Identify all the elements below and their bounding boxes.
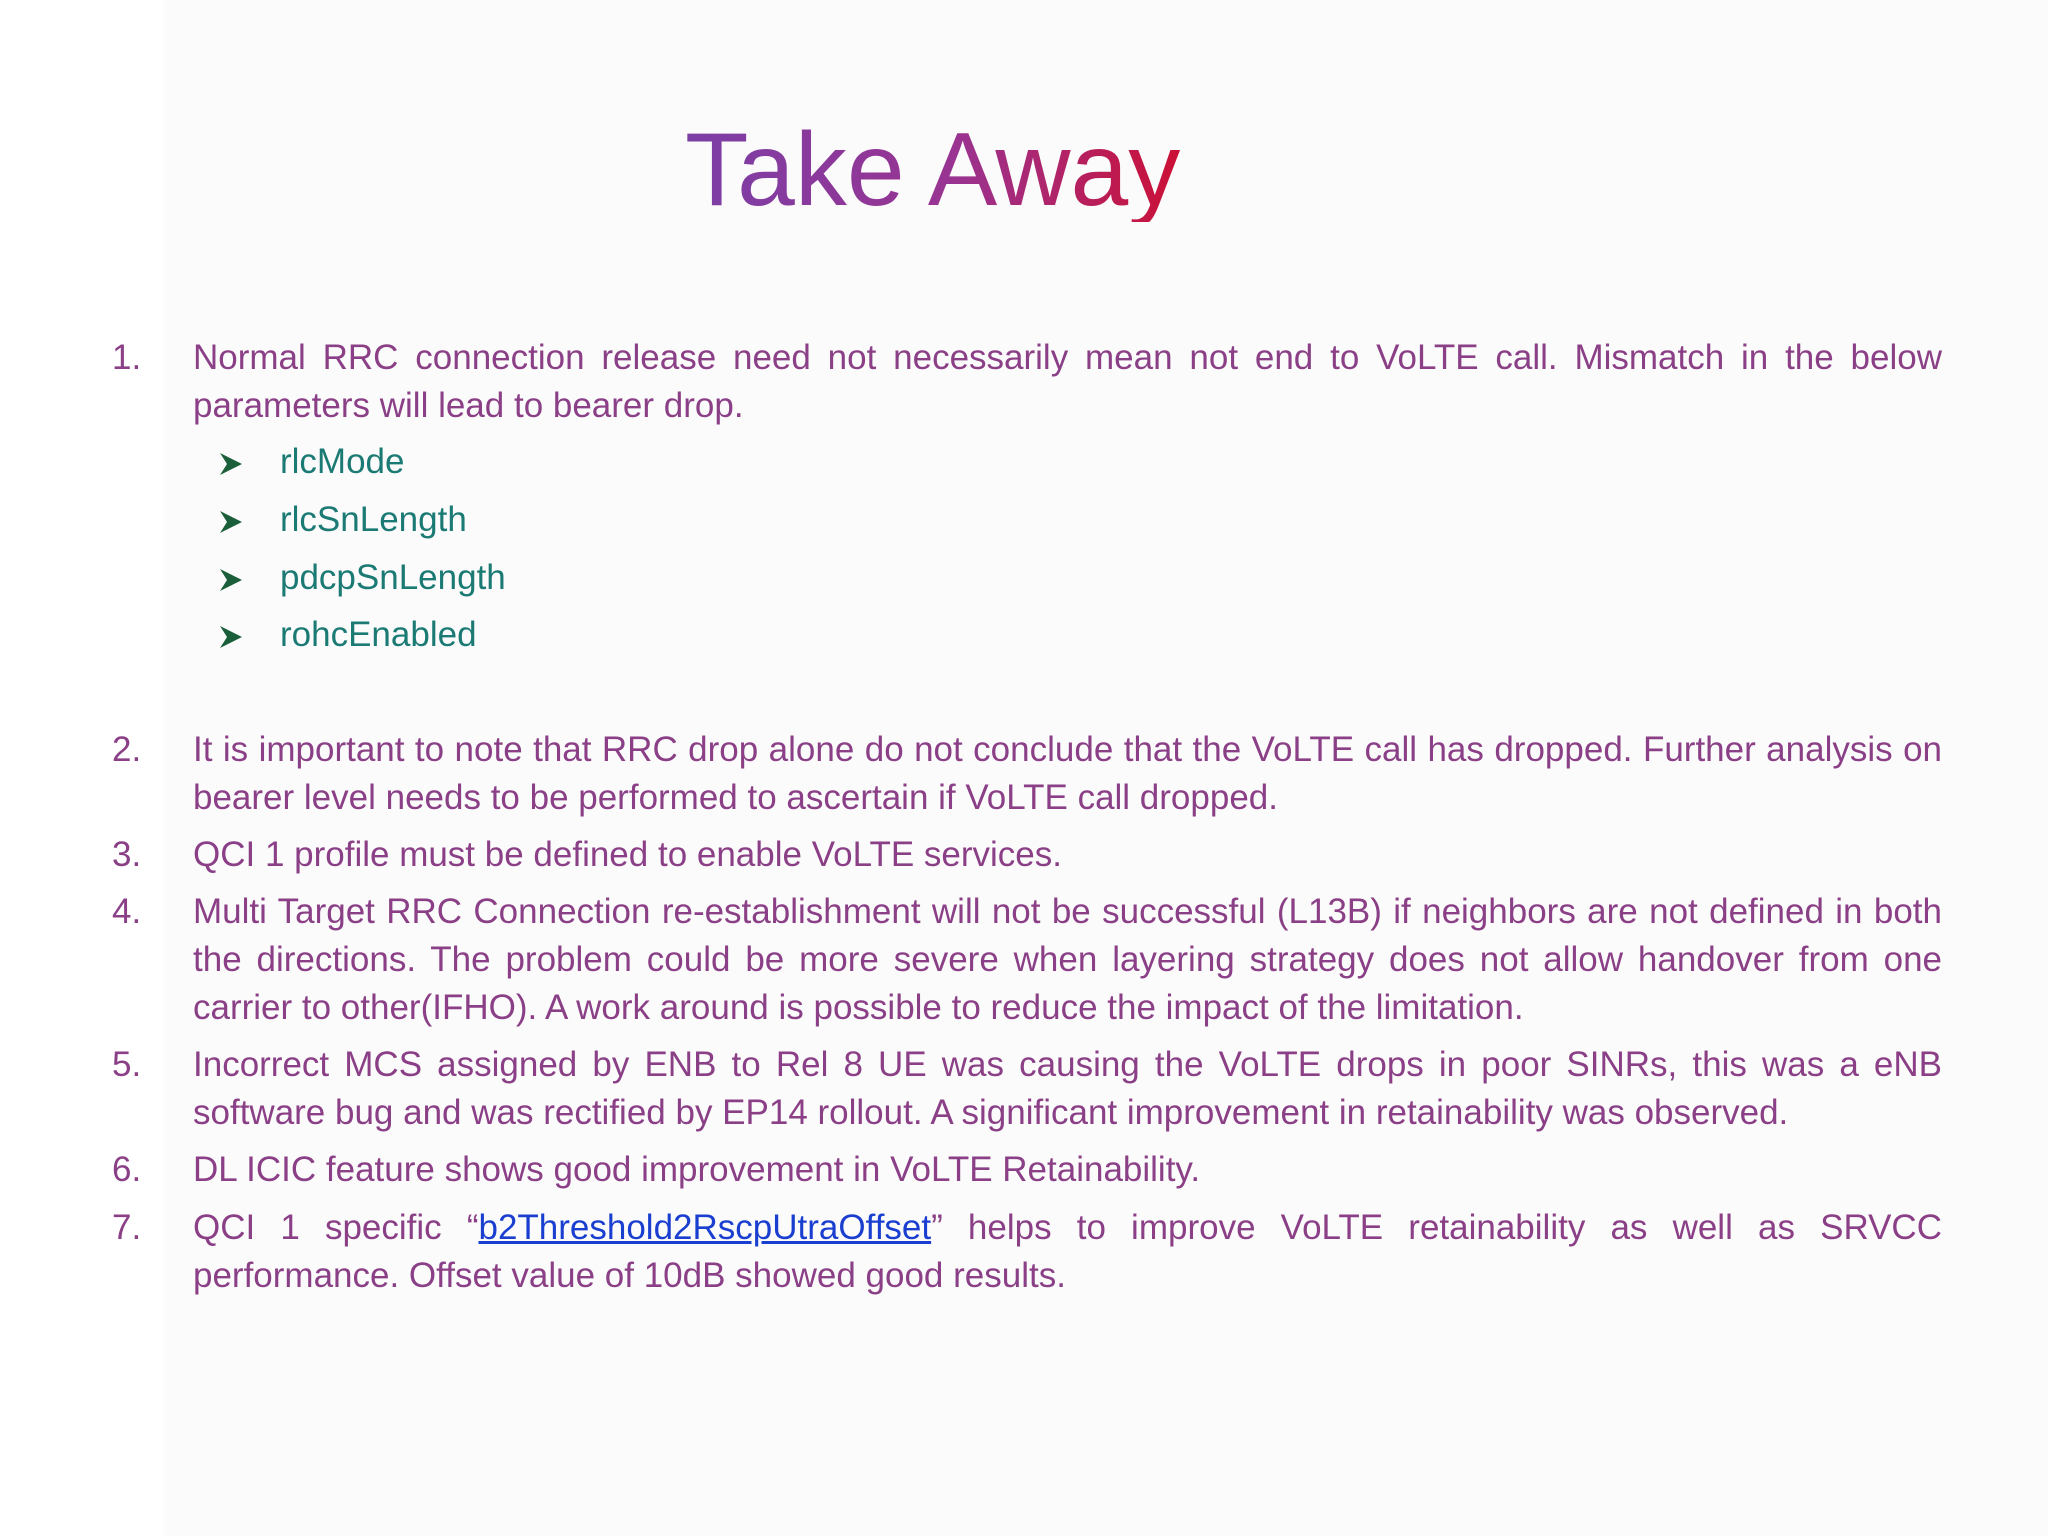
- list-number: 1.: [112, 338, 142, 377]
- list-item-6: [112, 1146, 1942, 1194]
- list-item-1: [112, 334, 1942, 430]
- list-item-2: [112, 726, 1942, 822]
- list-number: 7.: [112, 1208, 142, 1247]
- sub-item-rohcenabled: [218, 611, 477, 659]
- parameter-link[interactable]: b2Threshold2RscpUtraOffset: [478, 1208, 932, 1247]
- sub-item-label: rohcEnabled: [280, 615, 477, 654]
- list-item-3: [112, 831, 1942, 879]
- list-number: 5.: [112, 1045, 142, 1084]
- sub-item-rlcsnlength: [218, 496, 467, 544]
- list-item-text: Incorrect MCS assigned by ENB to Rel 8 UE was causing the VoLTE drops in poor SINRs, this was a eNB software bug and was rectified by EP14 rollout. A significant improvement in retainability was observed.: [193, 1045, 1942, 1132]
- sub-item-label: pdcpSnLength: [280, 558, 506, 597]
- list-number: 6.: [112, 1150, 142, 1189]
- sub-item-rlcmode: [218, 438, 404, 486]
- text-after-link: ” helps to improve VoLTE retainability as well as SRVCC performance. Offset value of 10dB showed good results.: [193, 1208, 1942, 1295]
- list-item-text: It is important to note that RRC drop alone do not conclude that the VoLTE call has dropped. Further analysis on bearer level needs to be performed to ascertain if VoLTE call dropped.: [193, 730, 1942, 817]
- sub-item-label: rlcSnLength: [280, 500, 467, 539]
- list-item-text: Multi Target RRC Connection re-establishment will not be successful (L13B) if neighbors are not defined in both the directions. The problem could be more severe when layering strategy does not allow handover from one carrier to other(IFHO). A work around is possible to reduce the impact of the limitation.: [193, 892, 1942, 1027]
- arrow-bullet-icon: [218, 509, 280, 535]
- arrow-bullet-icon: [218, 624, 280, 650]
- list-item-4: [112, 888, 1942, 1032]
- list-item-text: Normal RRC connection release need not necessarily mean not end to VoLTE call. Mismatch in the below parameters will lead to bearer drop.: [193, 338, 1942, 425]
- list-item-5: [112, 1041, 1942, 1137]
- list-number: 2.: [112, 730, 142, 769]
- arrow-bullet-icon: [218, 451, 280, 477]
- sub-item-pdcpsnlength: [218, 554, 506, 602]
- list-number: 4.: [112, 892, 142, 931]
- list-item-text: DL ICIC feature shows good improvement in VoLTE Retainability.: [193, 1150, 1201, 1189]
- page-title: Take Away: [685, 112, 1181, 228]
- sub-item-label: rlcMode: [280, 442, 405, 481]
- list-item-text: QCI 1 profile must be defined to enable VoLTE services.: [193, 835, 1062, 874]
- list-number: 3.: [112, 835, 142, 874]
- text-before-link: QCI 1 specific “: [193, 1208, 479, 1247]
- list-item-text: [193, 1204, 1942, 1300]
- arrow-bullet-icon: [218, 567, 280, 593]
- list-item-7: [112, 1204, 1942, 1300]
